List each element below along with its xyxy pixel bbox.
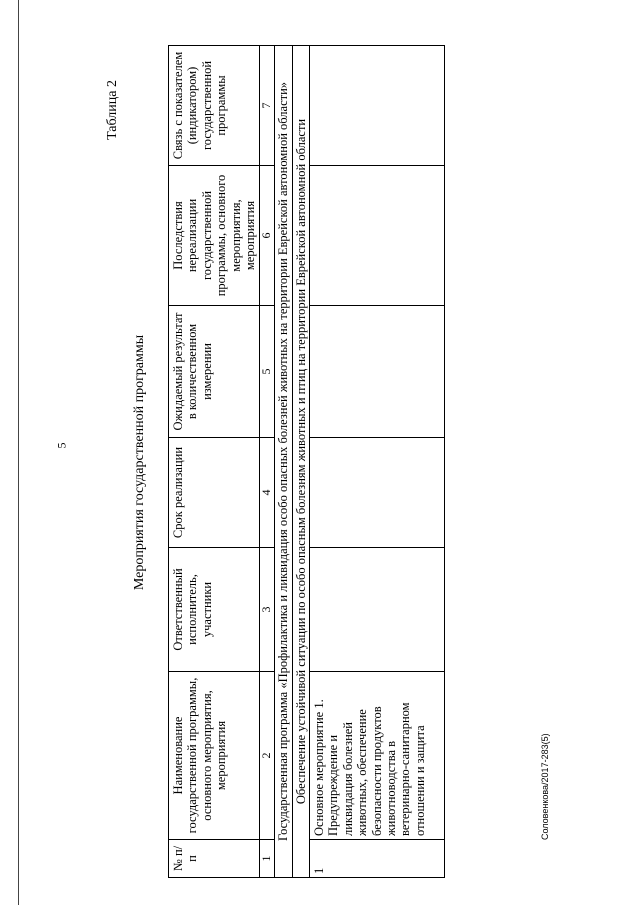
header-row	[169, 46, 260, 878]
empty-cell	[310, 46, 445, 166]
column-number: 6	[260, 166, 275, 306]
goal-row	[292, 46, 309, 878]
empty-cell	[310, 548, 445, 672]
header-cell: Последствия нереализации государственной программы, основного мероприятия, мероприятия	[169, 166, 260, 306]
program-title-cell: Государственная программа «Профилактика и ликвидация особо опасных болезней животных на территории Еврейской автономной области»	[275, 46, 292, 878]
landscape-page	[100, 45, 600, 880]
header-cell: Ответственный исполнитель, участники	[169, 548, 260, 672]
page-heading: Мероприятия государственной программы	[132, 334, 147, 591]
header-cell: Связь с показателем (индикатором) государственной программы	[169, 46, 260, 166]
column-number: 1	[260, 840, 275, 878]
page-edge-line	[18, 0, 19, 905]
column-number: 7	[260, 46, 275, 166]
column-number-row	[260, 46, 275, 878]
goal-cell: Обеспечение устойчивой ситуации по особо опасным болезням животных и птиц на территории Еврейской автономной области	[292, 46, 309, 878]
empty-cell	[310, 438, 445, 548]
item-number-cell: 1	[310, 840, 445, 878]
column-number: 4	[260, 438, 275, 548]
page-number: 5	[54, 442, 69, 449]
header-cell: Срок реализации	[169, 438, 260, 548]
header-cell: № п/п	[169, 840, 260, 878]
header-cell: Ожидаемый результат в количественном измерении	[169, 306, 260, 438]
measures-table	[168, 45, 445, 878]
program-row	[275, 46, 292, 878]
empty-cell	[310, 166, 445, 306]
column-number: 3	[260, 548, 275, 672]
item-name-cell: Основное мероприятие 1. Предупреждение и ликвидация болезней животных, обеспечение безопасности продуктов животноводства в ветеринарно-санитарном отношении и защита	[310, 672, 445, 840]
column-number: 2	[260, 672, 275, 840]
header-cell: Наименование государственной программы, основного мероприятия, мероприятия	[169, 672, 260, 840]
empty-cell	[310, 306, 445, 438]
table-row	[310, 46, 445, 878]
table-caption: Таблица 2	[105, 80, 120, 140]
document-id: Соловенкова/2017-283(5)	[540, 733, 550, 840]
column-number: 5	[260, 306, 275, 438]
